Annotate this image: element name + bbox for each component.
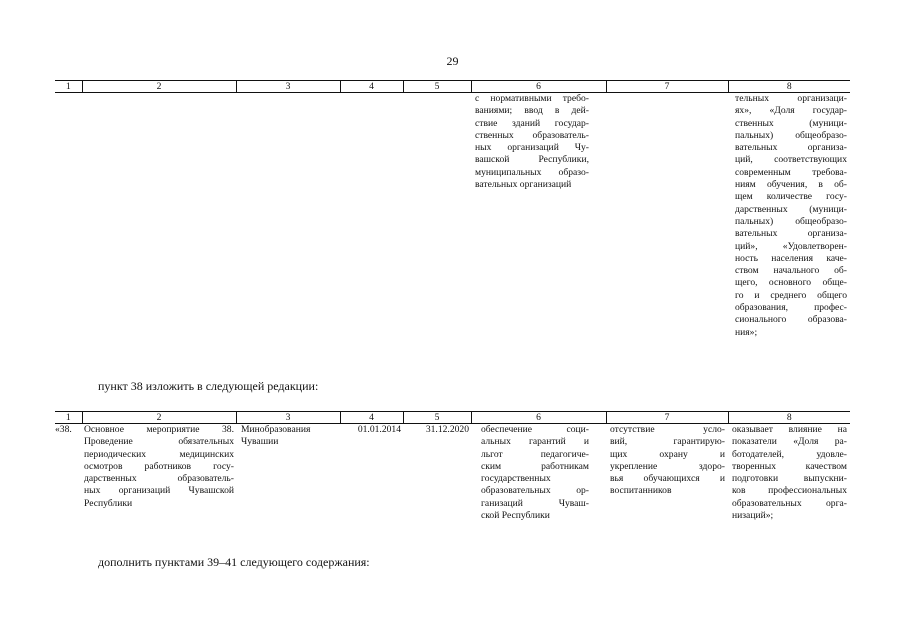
text-line: ций, соответствующих [735,154,847,166]
text-line: образования, профес- [735,302,847,314]
column-number: 8 [728,81,850,93]
text-line: дарственных образователь- [84,473,234,485]
text-line: ботодателей, удовле- [732,448,847,460]
text-line: отсутствие усло- [610,424,725,435]
text-line: образовательных орга- [732,497,847,509]
column-number: 1 [55,412,82,424]
text-line: укрепление здоро- [610,460,725,472]
text-line: вательных организаций [475,179,572,191]
column-number: 5 [403,412,471,424]
column-number: 3 [236,412,340,424]
result-text [481,424,589,522]
text-line: ных организаций Чу- [475,142,589,154]
instruction-paragraph-2: дополнить пунктами 39–41 следующего содержания: [98,555,370,569]
text-line: показатели «Доля ра- [732,436,847,448]
text-line: муниципальных образо- [475,166,589,178]
text-line: творенных качеством [732,460,847,472]
text-line: ков профессиональных [732,485,847,497]
continued-table [55,80,850,339]
text-line: Минобразования [241,424,311,435]
measure-name-text [84,424,234,510]
text-line: вий, гарантирую- [610,436,725,448]
text-line: Проведение обязательных [84,436,234,448]
column-number: 6 [471,412,606,424]
text-line: альных гарантий и [481,436,589,448]
text-line: вья обучающихся и [610,473,725,485]
consequence-cell [606,424,728,523]
text-line: ность населения каче- [735,252,847,264]
text-line: ваниями; ввод в дей- [475,105,589,117]
text-line: ственных образователь- [475,129,589,141]
text-line: ных организаций Чувашской [84,485,234,497]
column-number: 8 [728,412,850,424]
column-number-row [55,81,850,93]
text-line: Республики [84,497,133,509]
column-number: 4 [340,412,403,424]
text-line: оказывает влияние на [732,424,847,435]
column-number: 7 [606,412,728,424]
text-line: ях», «Доля государ- [735,105,847,117]
instruction-paragraph: пункт 38 изложить в следующей редакции: [98,379,319,393]
col8-cell [728,93,850,339]
text-line: Чувашии [241,436,279,448]
text-line: вательных организа- [735,142,847,154]
text-line: с нормативными требо- [475,93,589,104]
text-line: ским работникам [481,460,589,472]
text-line: пальных) общеобразо- [735,129,847,141]
text-line: ниям обучения, в об- [735,179,847,191]
column-number: 3 [236,81,340,93]
text-line: вательных организа- [735,228,847,240]
column-number: 5 [403,81,471,93]
text-line: ственных (муници- [735,117,847,129]
executor-text [241,424,338,449]
text-line: периодических медицинских [84,448,234,460]
start-date: 01.01.2014 [357,424,401,435]
text-line: ством начального об- [735,265,847,277]
indicator-link-text [732,424,847,522]
column-number: 7 [606,81,728,93]
col6-cell [471,93,606,339]
text-line: тельных организаци- [735,93,847,104]
text-line: государственных [481,473,551,485]
column-number: 1 [55,81,82,93]
column-number-row [55,412,850,424]
executor-cell [236,424,340,523]
text-line: щего, основного обще- [735,277,847,289]
text-line: пальных) общеобразо- [735,215,847,227]
consequence-text [610,424,725,498]
text-line: сионального образова- [735,314,847,326]
text-line: го и среднего общего [735,289,847,301]
text-line: Основное мероприятие 38. [84,424,234,435]
text-line: осмотров работников госу- [84,460,234,472]
table-row [55,424,850,523]
indicator-link-cell [728,424,850,523]
text-line: низаций»; [732,510,774,522]
measure-name-cell [82,424,236,523]
result-cell [471,424,606,523]
text-line: ния»; [735,326,758,338]
text-line: подготовки выпускни- [732,473,847,485]
table-row [55,93,850,339]
text-line: льгот педагогиче- [481,448,589,460]
text-line: воспитанников [610,485,672,497]
column-number: 4 [340,81,403,93]
col8-text [735,93,847,339]
column-number: 2 [82,412,236,424]
text-line: ствие зданий государ- [475,117,589,129]
page-number: 29 [446,54,459,68]
text-line: вашской Республики, [475,154,589,166]
item-number: «38. [55,424,72,435]
column-number: 2 [82,81,236,93]
text-line: ций», «Удовлетворен- [735,240,847,252]
text-line: щих охрану и [610,448,725,460]
column-number: 6 [471,81,606,93]
text-line: обеспечение соци- [481,424,589,435]
text-line: ганизаций Чуваш- [481,497,589,509]
col6-text [475,93,589,191]
item-38-table [55,411,850,522]
text-line: щем количестве госу- [735,191,847,203]
text-line: ской Республики [481,510,550,522]
text-line: дарственных (муници- [735,203,847,215]
text-line: образовательных ор- [481,485,589,497]
text-line: современным требова- [735,166,847,178]
end-date: 31.12.2020 [425,424,469,435]
